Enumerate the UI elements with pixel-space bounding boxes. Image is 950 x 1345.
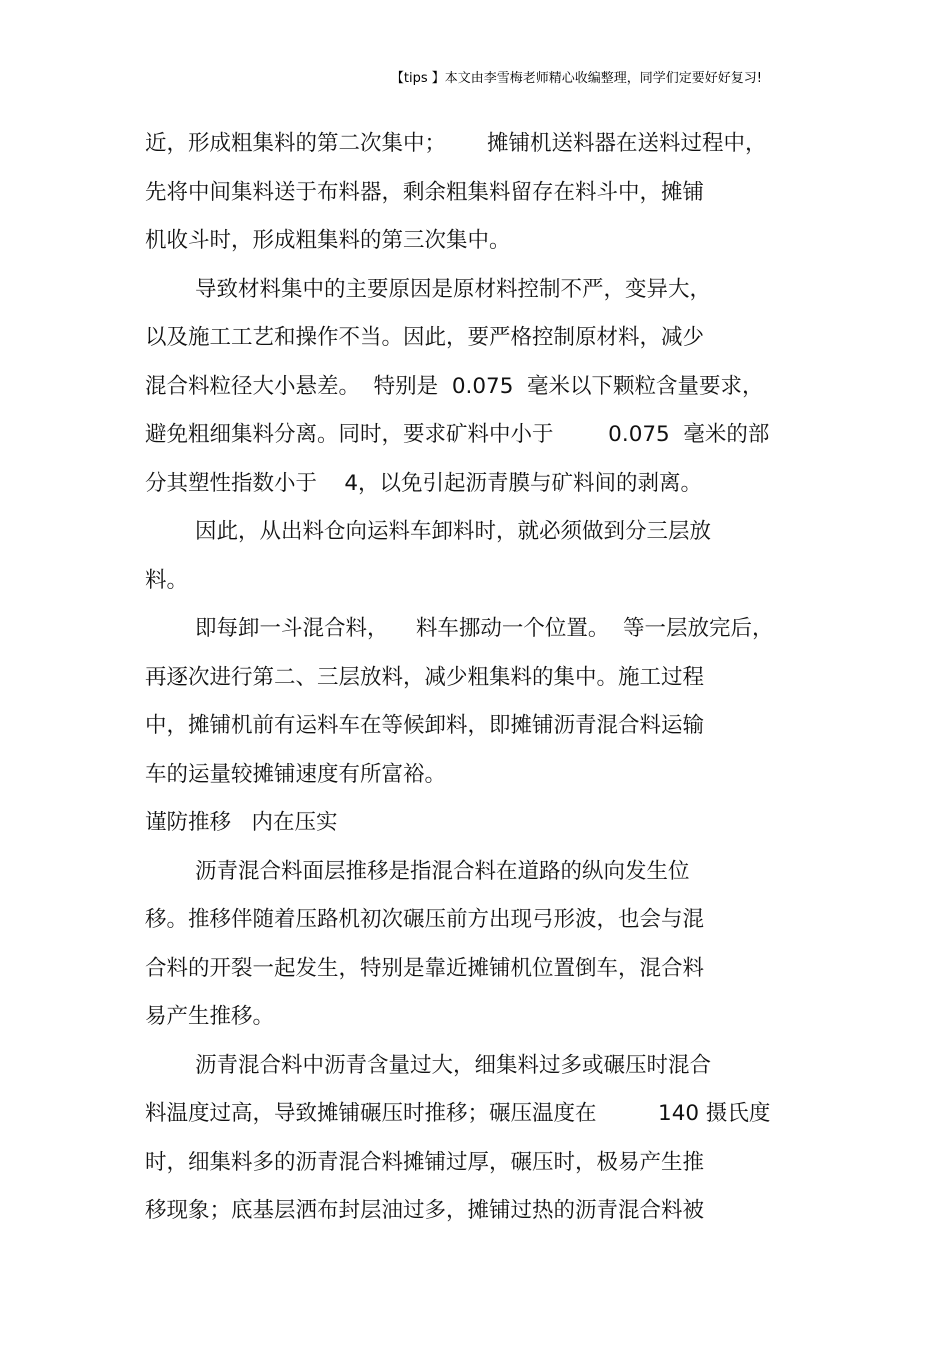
- text-line: 混合料粒径大小悬差。 特别是 0.075 毫米以下颗粒含量要求，: [145, 373, 764, 399]
- text-line: 沥青混合料中沥青含量过大，细集料过多或碾压时混合: [195, 1052, 712, 1078]
- text-line: 料温度过高，导致摊铺碾压时推移；碾压温度在 140 摄氏度: [145, 1101, 771, 1126]
- text-line: 料。: [145, 567, 189, 593]
- text-line: 中，摊铺机前有运料车在等候卸料，即摊铺沥青混合料运输: [145, 713, 705, 738]
- text-line: 沥青混合料面层推移是指混合料在道路的纵向发生位: [195, 858, 690, 884]
- header-note: 【tips 】本文由李雪梅老师精心收编整理，同学们定要好好复习!: [390, 71, 762, 86]
- text-line: 谨防推移 内在压实: [145, 810, 338, 835]
- text-line: 因此，从出料仓向运料车卸料时，就必须做到分三层放: [195, 519, 712, 544]
- text-line: 易产生推移。: [145, 1004, 275, 1029]
- text-line: 以及施工工艺和操作不当。因此，要严格控制原材料，减少: [145, 325, 705, 350]
- text-line: 再逐次进行第二、三层放料，减少粗集料的集中。施工过程: [145, 664, 705, 690]
- text-line: 分其塑性指数小于 4，以免引起沥青膜与矿料间的剥离。: [145, 470, 703, 496]
- text-line: 导致材料集中的主要原因是原材料控制不严，变异大，: [195, 276, 712, 302]
- text-line: 合料的开裂一起发生，特别是靠近摊铺机位置倒车，混合料: [145, 955, 705, 981]
- text-line: 避免粗细集料分离。同时，要求矿料中小于 0.075 毫米的部: [145, 422, 770, 447]
- text-line: 车的运量较摊铺速度有所富裕。: [145, 761, 447, 787]
- text-line: 先将中间集料送于布料器，剩余粗集料留存在料斗中，摊铺: [145, 179, 705, 205]
- body-text: [145, 120, 825, 1236]
- text-line: 机收斗时，形成粗集料的第三次集中。: [145, 228, 511, 253]
- text-line: 移。推移伴随着压路机初次碾压前方出现弓形波，也会与混: [145, 907, 705, 932]
- text-line: 移现象；底基层洒布封层油过多，摊铺过热的沥青混合料被: [145, 1198, 705, 1223]
- text-line: 即每卸一斗混合料， 料车挪动一个位置。 等一层放完后，: [195, 616, 774, 641]
- text-line: 近，形成粗集料的第二次集中； 摊铺机送料器在送料过程中，: [145, 131, 767, 156]
- text-line: 时，细集料多的沥青混合料摊铺过厚，碾压时，极易产生推: [145, 1149, 705, 1175]
